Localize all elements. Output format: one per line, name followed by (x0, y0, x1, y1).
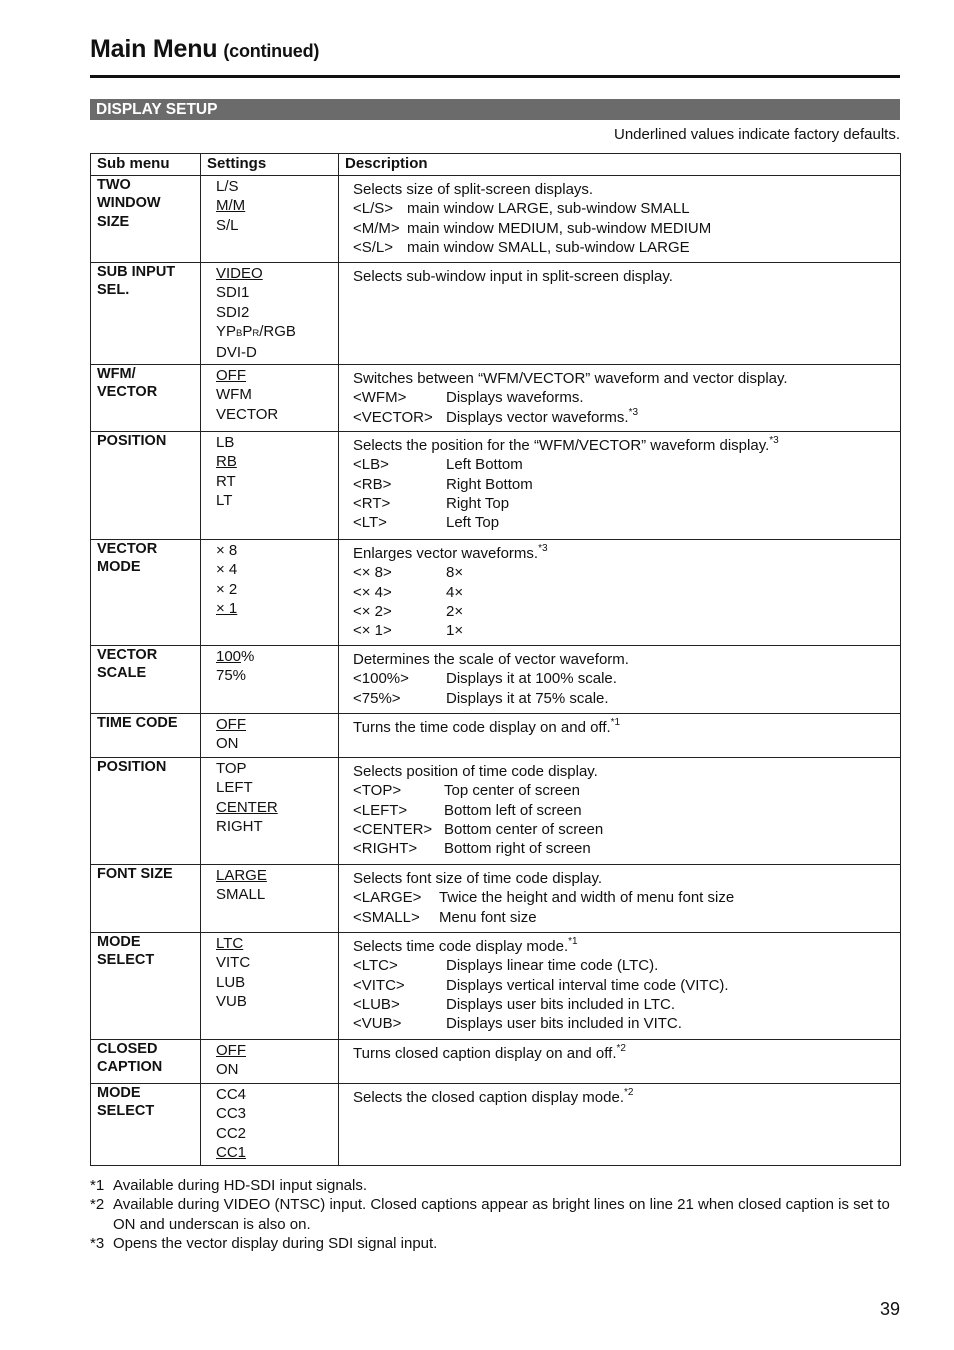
description-option (353, 781, 894, 800)
description-option-text: Bottom right of screen (444, 840, 591, 858)
submenu-label-line: POSITION (97, 759, 167, 775)
description-option-key: <RIGHT> (353, 840, 418, 858)
submenu-label-line: VECTOR (97, 384, 158, 401)
description-summary (353, 646, 894, 669)
description-option (353, 219, 894, 238)
description-text: Selects time code display mode. (353, 938, 569, 955)
footnote-ref: *3 (538, 543, 548, 554)
setting-option-default: LTC (216, 935, 244, 952)
description-option-key: <L/S> (353, 200, 394, 218)
setting-option (216, 405, 334, 424)
submenu-label-line: SELECT (97, 1103, 155, 1120)
settings-list (216, 1084, 334, 1162)
description-option-key: <CENTER> (353, 820, 433, 838)
description-option (353, 388, 894, 407)
setting-option (216, 283, 334, 302)
page-number: 39 (879, 1299, 900, 1319)
description-summary (353, 714, 894, 737)
description-option-key: <× 4> (353, 583, 392, 601)
setting-option (216, 264, 334, 283)
submenu-label-line: TIME CODE (97, 715, 178, 731)
footnote-ref: *2 (616, 1043, 626, 1054)
setting-option-value: CC2 (216, 1124, 247, 1142)
setting-option-value: SDI2 (216, 303, 250, 321)
footnote-text: Opens the vector display during SDI signal input. (113, 1234, 438, 1252)
setting-option (216, 885, 334, 904)
page-title-suffix: (continued) (223, 41, 320, 61)
description-option-text: main window MEDIUM, sub-window MEDIUM (407, 219, 712, 237)
defaults-note: Underlined values indicate factory defaults. (614, 126, 900, 143)
footnote-ref: *2 (624, 1087, 634, 1098)
submenu-label-line: TWO (97, 177, 131, 193)
footnote-text: Available during HD-SDI input signals. (113, 1177, 368, 1194)
description-text: Turns closed caption display on and off. (353, 1045, 617, 1062)
description-option (353, 1014, 894, 1033)
footnote (90, 1176, 902, 1195)
submenu-label-line: MODE (97, 559, 141, 576)
settings-list (216, 432, 334, 510)
footnote-mark: *1 (90, 1177, 105, 1194)
description-summary (353, 176, 894, 199)
table-row (91, 714, 901, 758)
submenu-label-line: MODE (97, 934, 141, 950)
footnote-ref: *1 (568, 936, 578, 947)
setting-option (216, 992, 334, 1011)
table-row (91, 646, 901, 714)
settings-cell (201, 365, 339, 432)
submenu-cell (91, 176, 201, 263)
description-option-text: main window SMALL, sub-window LARGE (407, 238, 690, 256)
description-option-text: 8× (446, 564, 464, 582)
setting-option (216, 734, 334, 753)
description-option (353, 475, 894, 494)
setting-option-value: LT (216, 491, 233, 509)
submenu-label-line: SCALE (97, 665, 147, 682)
description-option (353, 238, 894, 257)
description-text: Selects sub-window input in split-screen display. (353, 268, 673, 285)
description-option-text: Right Bottom (446, 475, 533, 493)
table-body (91, 176, 901, 1166)
description-cell (339, 540, 901, 646)
subscript-r: R (252, 327, 260, 339)
setting-option (216, 216, 334, 235)
page-title-main: Main Menu (90, 35, 218, 63)
table-row (91, 1040, 901, 1084)
setting-option (216, 953, 334, 972)
display-setup-table (90, 153, 901, 1166)
table-row (91, 1084, 901, 1166)
description-option-text: Displays it at 100% scale. (446, 670, 617, 688)
description-option (353, 888, 894, 907)
description-text: Selects the position for the “WFM/VECTOR” waveform display. (353, 437, 770, 454)
setting-option (216, 491, 334, 510)
description-option-key: <WFM> (353, 389, 407, 407)
description-option-key: <VUB> (353, 1015, 402, 1033)
description-cell (339, 365, 901, 432)
description-text: Turns the time code display on and off. (353, 719, 611, 736)
description-cell (339, 865, 901, 933)
description-option-key: <M/M> (353, 219, 400, 237)
settings-list (216, 176, 334, 235)
description-text: Selects font size of time code display. (353, 870, 603, 887)
description-option (353, 801, 894, 820)
setting-option: YPBPR/RGB (216, 322, 296, 340)
description-option-text: 4× (446, 583, 464, 601)
setting-option (216, 1143, 334, 1162)
section-header: DISPLAY SETUP (90, 99, 900, 120)
description-cell (339, 432, 901, 540)
description-option-text: 2× (446, 602, 464, 620)
settings-list (216, 540, 334, 618)
footnote (90, 1234, 902, 1253)
setting-option-value: CC4 (216, 1086, 247, 1103)
submenu-label-line: MODE (97, 1085, 141, 1101)
submenu-cell (91, 758, 201, 865)
setting-option (216, 343, 334, 362)
setting-option (216, 866, 334, 885)
description-option-key: <× 1> (353, 622, 392, 640)
description-option-text: Bottom left of screen (444, 801, 582, 819)
setting-option-value: VITC (216, 954, 251, 972)
setting-option (216, 580, 334, 599)
setting-option (216, 666, 334, 685)
description-option (353, 455, 894, 474)
table-row (91, 365, 901, 432)
description-option-text: Displays it at 75% scale. (446, 689, 609, 707)
description-summary (353, 263, 894, 286)
settings-list (216, 933, 334, 1011)
submenu-cell (91, 540, 201, 646)
setting-option-value: WFM (216, 386, 252, 404)
submenu-cell (91, 646, 201, 714)
description-summary (353, 540, 894, 563)
settings-list (216, 365, 334, 424)
setting-option-default: M/M (216, 197, 246, 215)
footnotes (90, 1176, 902, 1253)
setting-option (216, 817, 334, 836)
submenu-label-line: CAPTION (97, 1059, 163, 1076)
description-option (353, 494, 894, 513)
setting-option (216, 1124, 334, 1143)
title-rule (90, 75, 900, 78)
description-option (353, 583, 894, 602)
submenu-label-line: VECTOR (97, 541, 158, 557)
settings-list (216, 758, 334, 836)
description-option-key: <RT> (353, 494, 391, 512)
submenu-label-line: CLOSED (97, 1041, 158, 1057)
description-option-text: 1× (446, 622, 464, 640)
description-text: Enlarges vector waveforms. (353, 545, 539, 562)
table-row (91, 540, 901, 646)
submenu-label-line: FONT SIZE (97, 866, 173, 882)
setting-option-value: TOP (216, 760, 247, 777)
setting-option-default: OFF (216, 1042, 246, 1059)
setting-option-value: LEFT (216, 779, 253, 797)
page-title (90, 33, 319, 67)
setting-option-value: S/L (216, 216, 239, 234)
description-option (353, 976, 894, 995)
setting-option (216, 934, 334, 953)
setting-option (216, 385, 334, 404)
description-option (353, 621, 894, 640)
description-option-key: <TOP> (353, 782, 402, 800)
submenu-cell (91, 865, 201, 933)
settings-list (216, 865, 334, 905)
description-cell (339, 1040, 901, 1084)
description-option-text: Displays vertical interval time code (VITC). (446, 976, 729, 994)
description-summary (353, 865, 894, 888)
footnote-ref: *1 (610, 717, 621, 728)
setting-option-value: CC3 (216, 1105, 247, 1123)
table-row (91, 263, 901, 365)
description-cell (339, 758, 901, 865)
setting-option-value: LB (216, 434, 235, 451)
setting-option-value: SDI1 (216, 284, 250, 302)
setting-option-value: 75% (216, 667, 247, 685)
setting-option (216, 599, 334, 618)
description-option-key: <SMALL> (353, 908, 420, 926)
table-row (91, 933, 901, 1040)
description-option (353, 199, 894, 218)
setting-option (216, 759, 334, 778)
settings-cell (201, 646, 339, 714)
setting-option-default: OFF (216, 367, 246, 384)
submenu-cell (91, 933, 201, 1040)
settings-list (216, 714, 334, 754)
setting-option (216, 452, 334, 471)
description-option-text: Left Bottom (446, 456, 523, 474)
submenu-label-line: SIZE (97, 213, 130, 230)
setting-option-default: CC1 (216, 1143, 247, 1161)
setting-option-default: VIDEO (216, 265, 263, 282)
description-cell (339, 646, 901, 714)
settings-cell (201, 432, 339, 540)
description-option-text: Top center of screen (444, 782, 580, 800)
submenu-label-line: SUB INPUT (97, 264, 176, 280)
table-row (91, 758, 901, 865)
setting-option-value: × 2 (216, 580, 238, 598)
description-option-text: Displays linear time code (LTC). (446, 957, 659, 975)
setting-option (216, 1041, 334, 1060)
submenu-label-line: VECTOR (97, 647, 158, 663)
description-option (353, 408, 894, 427)
setting-option-value: L/S (216, 178, 239, 195)
description-option (353, 563, 894, 582)
footnote-ref: *3 (769, 435, 779, 446)
setting-option (216, 366, 334, 385)
settings-cell (201, 263, 339, 365)
setting-option-value: DVI-D (216, 344, 257, 362)
column-header-description: Description (339, 154, 901, 176)
settings-cell (201, 540, 339, 646)
setting-option-value: VUB (216, 992, 247, 1010)
submenu-cell (91, 365, 201, 432)
submenu-cell (91, 1084, 201, 1166)
submenu-label-line: SELECT (97, 952, 155, 969)
description-text: Selects the closed caption display mode. (353, 1089, 624, 1106)
setting-option-value: LUB (216, 973, 246, 991)
setting-option (216, 196, 334, 215)
settings-cell (201, 865, 339, 933)
description-text: Switches between “WFM/VECTOR” waveform and vector display. (353, 370, 788, 387)
table-row (91, 432, 901, 540)
settings-cell (201, 758, 339, 865)
description-option-key: <RB> (353, 475, 392, 493)
submenu-label-line: WINDOW (97, 195, 161, 212)
table-header-row (91, 154, 901, 176)
setting-option-default: OFF (216, 716, 246, 733)
setting-option (216, 433, 334, 452)
description-option (353, 995, 894, 1014)
setting-option (216, 1085, 334, 1104)
setting-option-value: ON (216, 735, 239, 753)
settings-list (216, 263, 334, 362)
description-option (353, 839, 894, 858)
description-option-key: <100%> (353, 670, 409, 688)
submenu-cell (91, 263, 201, 365)
table-row (91, 865, 901, 933)
column-header-submenu: Sub menu (91, 154, 201, 176)
setting-option (216, 973, 334, 992)
description-option-text: Displays user bits included in VITC. (446, 1015, 682, 1033)
settings-list (216, 1040, 334, 1080)
submenu-cell (91, 1040, 201, 1084)
setting-option-value: ON (216, 1061, 239, 1079)
setting-option (216, 647, 334, 666)
description-text: Selects size of split-screen displays. (353, 181, 594, 198)
description-summary (353, 1040, 894, 1063)
description-option-key: <S/L> (353, 238, 394, 256)
description-option (353, 602, 894, 621)
description-summary (353, 365, 894, 388)
description-option-text: main window LARGE, sub-window SMALL (407, 200, 690, 218)
description-option-text: Menu font size (439, 908, 537, 926)
setting-option-default: LARGE (216, 867, 267, 884)
setting-option-default: CENTER (216, 798, 278, 816)
setting-option (216, 177, 334, 196)
submenu-cell (91, 714, 201, 758)
footnote-text: Available during VIDEO (NTSC) input. Closed captions appear as bright lines on line 21 when closed caption is set to ON and underscan is also on. (113, 1196, 890, 1233)
settings-list (216, 646, 334, 686)
description-cell (339, 176, 901, 263)
description-option-key: <LUB> (353, 995, 400, 1013)
settings-cell (201, 176, 339, 263)
setting-option-value: RT (216, 472, 236, 490)
description-option (353, 956, 894, 975)
submenu-cell (91, 432, 201, 540)
description-option-key: <VECTOR> (353, 408, 433, 426)
submenu-label-line: POSITION (97, 433, 167, 449)
description-option-key: <LEFT> (353, 801, 408, 819)
description-option-text: Displays user bits included in LTC. (446, 995, 675, 1013)
description-option-key: <75%> (353, 689, 401, 707)
setting-option-value: × 8 (216, 542, 238, 559)
settings-cell (201, 714, 339, 758)
description-option-text: Left Top (446, 514, 500, 532)
setting-option-suffix: % (241, 648, 255, 665)
submenu-label-line: SEL. (97, 282, 130, 299)
settings-cell (201, 1084, 339, 1166)
description-text: Selects position of time code display. (353, 763, 598, 780)
setting-option-default: 100 (216, 648, 242, 665)
description-option-key: <× 8> (353, 564, 392, 582)
description-text: Determines the scale of vector waveform. (353, 651, 629, 668)
setting-option-value: SMALL (216, 886, 266, 904)
description-cell (339, 933, 901, 1040)
description-option-text: Displays vector waveforms. (446, 408, 629, 426)
description-option (353, 669, 894, 688)
setting-option (216, 541, 334, 560)
setting-option-default: × 1 (216, 599, 238, 617)
description-option-key: <LB> (353, 456, 389, 474)
setting-option-value: RIGHT (216, 817, 263, 835)
description-option (353, 908, 894, 927)
description-option-key: <VITC> (353, 976, 405, 994)
description-summary (353, 758, 894, 781)
setting-option (216, 560, 334, 579)
setting-option-value: VECTOR (216, 405, 279, 423)
description-option (353, 820, 894, 839)
description-summary (353, 432, 894, 455)
settings-cell (201, 933, 339, 1040)
footnote-ref: *3 (628, 406, 639, 418)
description-option-key: <LTC> (353, 957, 398, 975)
description-option-key: <LARGE> (353, 889, 422, 907)
description-option-key: <× 2> (353, 602, 392, 620)
submenu-label-line: WFM/ (97, 366, 136, 382)
description-cell (339, 714, 901, 758)
setting-option (216, 1104, 334, 1123)
setting-option-default: RB (216, 453, 237, 471)
column-header-settings: Settings (201, 154, 339, 176)
description-cell (339, 1084, 901, 1166)
settings-cell (201, 1040, 339, 1084)
description-option-text: Twice the height and width of menu font size (439, 889, 735, 907)
footnote-mark: *2 (90, 1196, 105, 1214)
table-row (91, 176, 901, 263)
description-option (353, 513, 894, 532)
setting-option (216, 778, 334, 797)
description-option-key: <LT> (353, 514, 387, 532)
setting-option (216, 798, 334, 817)
footnote-mark: *3 (90, 1234, 105, 1252)
footnote (90, 1195, 902, 1234)
description-option-text: Displays waveforms. (446, 389, 584, 407)
setting-option (216, 303, 334, 322)
description-option (353, 689, 894, 708)
setting-option (216, 1060, 334, 1079)
description-option-text: Right Top (446, 494, 510, 512)
description-summary (353, 933, 894, 956)
description-summary (353, 1084, 894, 1107)
description-cell (339, 263, 901, 365)
setting-option (216, 715, 334, 734)
description-option-text: Bottom center of screen (444, 820, 604, 838)
setting-option (216, 472, 334, 491)
subscript-b: B (236, 327, 243, 339)
setting-option-value: × 4 (216, 561, 238, 579)
